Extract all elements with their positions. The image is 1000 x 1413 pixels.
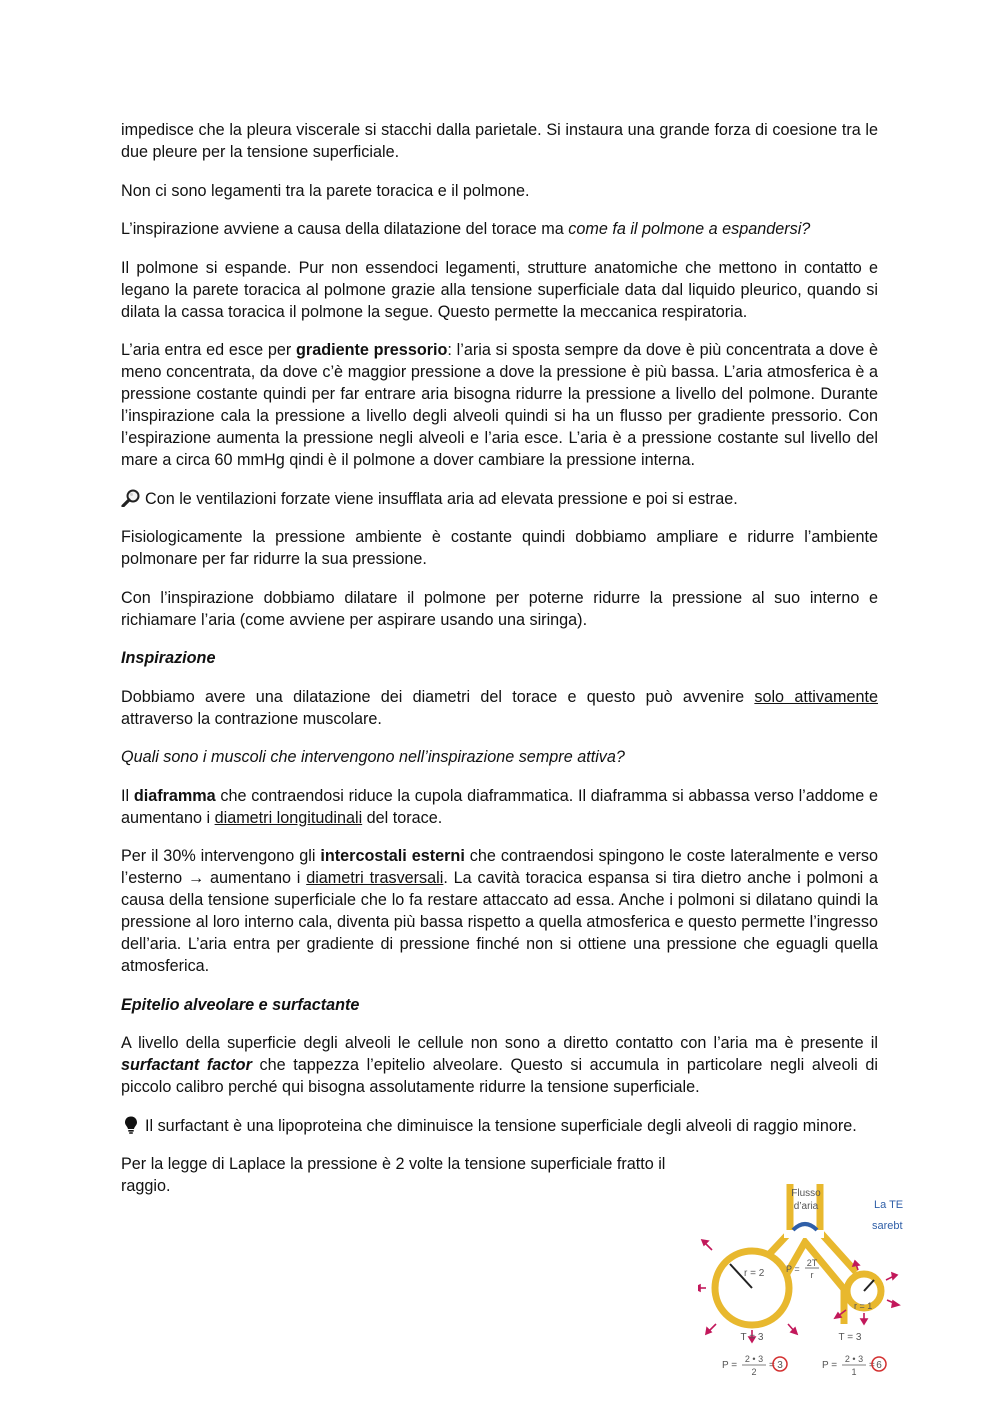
paragraph: Per la legge di Laplace la pressione è 2 volte la tensione superficiale fratto il raggio. [121, 1155, 666, 1195]
flow-label-2: d’aria [793, 1201, 819, 1212]
calc-left-num: 2 • 3 [744, 1354, 764, 1364]
laplace-figure [698, 1184, 910, 1380]
text: L’inspirazione avviene a causa della dilatazione del torace ma [121, 220, 569, 238]
paragraph [121, 686, 878, 730]
section-heading [121, 647, 878, 669]
tension-left-label: T = 3 [740, 1332, 764, 1343]
flow-label-1: Flusso [791, 1188, 821, 1199]
paragraph [121, 746, 878, 768]
airway-right-wall [820, 1184, 856, 1272]
calc-right-result: 6 [876, 1360, 882, 1371]
bold-italic-term: surfactant factor [121, 1056, 252, 1074]
calc-left-p: P = [722, 1360, 738, 1371]
heading-text: Epitelio alveolare e surfactante [121, 995, 360, 1014]
calc-left-result: 3 [777, 1360, 783, 1371]
paragraph: Fisiologicamente la pressione ambiente è costante quindi dobbiamo ampliare e ridurre l’ambiente polmonare per far ridurre la sua pressione. [121, 528, 878, 568]
formula-num: 2T [806, 1258, 818, 1268]
paragraph [121, 845, 878, 977]
text: Con le ventilazioni forzate viene insufflata aria ad elevata pressione e poi si estrae. [145, 489, 738, 508]
paragraph [121, 488, 878, 510]
lightbulb-icon [121, 1116, 141, 1134]
paragraph [121, 339, 878, 471]
calc-right-eq: = [869, 1360, 875, 1371]
calc-right-den: 1 [851, 1367, 857, 1377]
bold-term: gradiente pressorio [296, 341, 448, 359]
paragraph: impedisce che la pleura viscerale si stacchi dalla parietale. Si instaura una grande forza di coesione tra le due pleure per la tensione superficiale. [121, 121, 878, 161]
text: Per il 30% intervengono gli [121, 847, 321, 865]
calc-left-eq: = [769, 1360, 775, 1371]
calc-left-den: 2 [751, 1367, 757, 1377]
formula-p: P = [786, 1264, 800, 1274]
text: Il surfactant è una lipoproteina che diminuisce la tensione superficiale degli alveoli di raggio minore. [145, 1116, 857, 1135]
heading-text: Inspirazione [121, 649, 216, 667]
text: Dobbiamo avere una dilatazione dei diametri del torace e questo può avvenire [121, 687, 755, 706]
formula-den: r [810, 1270, 814, 1280]
side-text-1: La TE [874, 1199, 904, 1211]
paragraph [121, 785, 878, 829]
text: che contraendosi riduce la cupola diaframmatica. Il diaframma si abbassa verso l’addome e aumentano i [121, 786, 878, 827]
paragraph: Non ci sono legamenti tra la parete toracica e il polmone. [121, 181, 530, 200]
text: : l’aria si sposta sempre da dove è più concentrata a dove è meno concentrata, da dove c’è maggior pressione a dove la pressione è più bassa. L’aria atmosferica è a pressione costante quindi per far entrare aria bisogna ridurre la pressione a livello del polmone. Durante l’inspirazione cala la pressione a livello degli alveoli quindi si ha un flusso per gradiente pressorio. Con l’espirazione aumenta la pressione negli alveoli e l’aria esce. L’aria è a pressione costante sul livello del mare a circa 60 mmHg qindi è il polmone a dover cambiare la pressione interna. [121, 341, 878, 469]
radius-left-label: r = 2 [744, 1268, 765, 1279]
text: che contraendosi spingono le coste lateralmente e verso l’esterno → aumentano i [121, 847, 878, 887]
underlined-text: solo attivamente [754, 687, 878, 706]
bold-term: intercostali esterni [320, 847, 465, 865]
radius-right-label: r = 1 [854, 1301, 873, 1311]
text: . La cavità toracica espansa si tira dietro anche i polmoni a causa della tensione superficiale che lo fa restare attaccato ad essa. Anche i polmoni si dilatano quindi la pressione al loro interno cala, diventa più bassa rispetto a quella atmosferica e questo permette l’ingresso dell’aria. L’aria entra per gradiente di pressione finché non si ottiene una pressione che eguagli quella atmosferica. [121, 869, 878, 975]
section-heading [121, 994, 878, 1016]
paragraph: Il polmone si espande. Pur non essendoci legamenti, strutture anatomiche che mettono in contatto e legano la parete toracica al polmone grazie alla tensione superficiale data dal liquido pleurico, quando si dilata la cassa toracica il polmone la segue. Questo permette la meccanica respiratoria. [121, 258, 878, 321]
side-text-2: sarebt [872, 1220, 903, 1232]
paragraph [121, 218, 878, 240]
airflow-arrow [793, 1224, 817, 1230]
calc-right-num: 2 • 3 [844, 1354, 864, 1364]
text: A livello della superficie degli alveoli le cellule non sono a diretto contatto con l’aria ma è presente il [121, 1034, 878, 1052]
paragraph [121, 1115, 878, 1137]
paragraph: Con l’inspirazione dobbiamo dilatare il polmone per poterne ridurre la pressione al suo interno e richiamare l’aria (come avviene per aspirare usando una siringa). [121, 588, 878, 629]
document-page [121, 119, 878, 1214]
paragraph [121, 1032, 878, 1098]
underlined-text: diametri trasversali [306, 869, 444, 887]
underlined-text: diametri longitudinali [214, 808, 363, 827]
tension-right-label: T = 3 [838, 1332, 862, 1343]
text: Il [121, 786, 134, 805]
question-text: come fa il polmone a espandersi? [568, 220, 811, 238]
text: L’aria entra ed esce per [121, 341, 296, 359]
magnifier-icon [121, 489, 141, 507]
bold-term: diaframma [133, 786, 216, 805]
text: che tappezza l’epitelio alveolare. Questo si accumula in particolare negli alveoli di piccolo calibro perché qui bisogna assolutamente ridurre la tensione superficiale. [121, 1056, 878, 1096]
question-text: Quali sono i muscoli che intervengono nell’inspirazione sempre attiva? [121, 748, 625, 766]
text: attraverso la contrazione muscolare. [121, 709, 382, 728]
text: del torace. [362, 808, 443, 827]
calc-right-p: P = [822, 1360, 838, 1371]
